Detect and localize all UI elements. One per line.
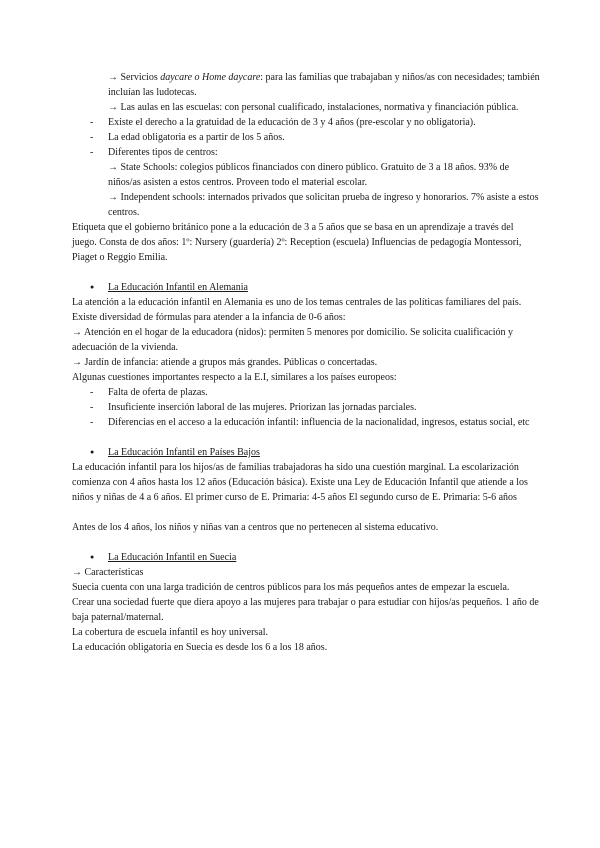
dash-marker: - [90,147,94,158]
dash-marker: - [90,117,94,128]
list-item: - Existe el derecho a la gratuidad de la educación de 3 y 4 años (pre-escolar y no obligatoria). [90,117,476,128]
list-item: - Diferentes tipos de centros: [90,147,218,158]
paragraph: Algunas cuestiones importantes respecto a la E.I, similares a los países europeos: [72,372,397,383]
dash-marker: - [90,132,94,143]
bullet-icon: ● [90,283,95,291]
list-item: - Diferencias en el acceso a la educación infantil: influencia de la nacionalidad, ingresos, estatus social, etc [90,417,530,428]
paragraph: Crear una sociedad fuerte que diera apoyo a las mujeres para trabajar o para estudiar con hijos/as pequeños. 1 año de baja paternal/maternal. [72,597,539,623]
paragraph: Suecia cuenta con una larga tradición de centros públicos para los más pequeños antes de empezar la escuela. [72,582,510,593]
section-heading-paises-bajos: ● La Educación Infantil en Países Bajos [90,447,260,458]
paragraph: La educación infantil para los hijos/as de familias trabajadoras ha sido una cuestión marginal. La escolarización comienza con 4 años hasta los 12 años (Educación básica). Existe una Ley de Educación Infantil que atiende a los niños y niñas de 4 a 6 años. El primer curso de E. Primaria: 4-5 años El segundo curso de E. Primaria: 5-6 años [72,462,528,503]
paragraph: Antes de los 4 años, los niños y niñas van a centros que no pertenecen al sistema educativo. [72,522,439,533]
paragraph-etiqueta: Etiqueta que el gobierno británico pone a la educación de 3 a 5 años que se basa en un aprendizaje a través del juego. Consta de dos años: 1º: Nursery (guardería) 2º: Reception (escuela) Influencias de pedagogía Montessori, Piaget o Reggio Emilia. [72,222,522,263]
bullet-icon: ● [90,448,95,456]
arrow-line-independent: → Independent schools: internados privados que solicitan prueba de ingreso y honorarios. 7% asiste a estos centros. [108,192,539,218]
section-heading-suecia: ● La Educación Infantil en Suecia [90,552,237,563]
bullet-icon: ● [90,553,95,561]
section-heading-alemania: ● La Educación Infantil en Alemania [90,282,248,293]
arrow-icon: → [108,162,118,173]
paragraph: La atención a la educación infantil en Alemania es uno de los temas centrales de las políticas familiares del país. [72,297,522,308]
list-item: - Insuficiente inserción laboral de las mujeres. Priorizan las jornadas parciales. [90,402,417,413]
arrow-icon: → [108,192,118,203]
list-item: - La edad obligatoria es a partir de los 5 años. [90,132,285,143]
arrow-icon: → [72,357,82,368]
dash-marker: - [90,402,94,413]
paragraph: → Atención en el hogar de la educadora (nidos): permiten 5 menores por domicilio. Se solicita cualificación y adecuación de la vivienda. [72,327,513,353]
dash-marker: - [90,387,94,398]
arrow-line-aulas: → Las aulas en las escuelas: con personal cualificado, instalaciones, normativa y financiación pública. [108,102,519,113]
paragraph: → Características [72,567,144,578]
arrow-icon: → [108,102,118,113]
arrow-icon: → [72,567,82,578]
paragraph: → Jardín de infancia: atiende a grupos más grandes. Públicas o concertadas. [72,357,378,368]
arrow-icon: → [108,72,118,83]
list-item: - Falta de oferta de plazas. [90,387,208,398]
arrow-icon: → [72,327,82,338]
paragraph: La cobertura de escuela infantil es hoy universal. [72,627,269,638]
arrow-line-state: → State Schools: colegios públicos financiados con dinero público. Gratuito de 3 a 18 años. 93% de niños/as asisten a estos centros. Proveen todo el material escolar. [108,162,510,188]
paragraph: La educación obligatoria en Suecia es desde los 6 a los 18 años. [72,642,328,653]
dash-marker: - [90,417,94,428]
paragraph: Existe diversidad de fórmulas para atender a la infancia de 0-6 años: [72,312,346,323]
arrow-line-daycare: → Servicios daycare o Home daycare: para las familias que trabajaban y niños/as con necesidades; también incluían las ludotecas. [108,72,540,98]
